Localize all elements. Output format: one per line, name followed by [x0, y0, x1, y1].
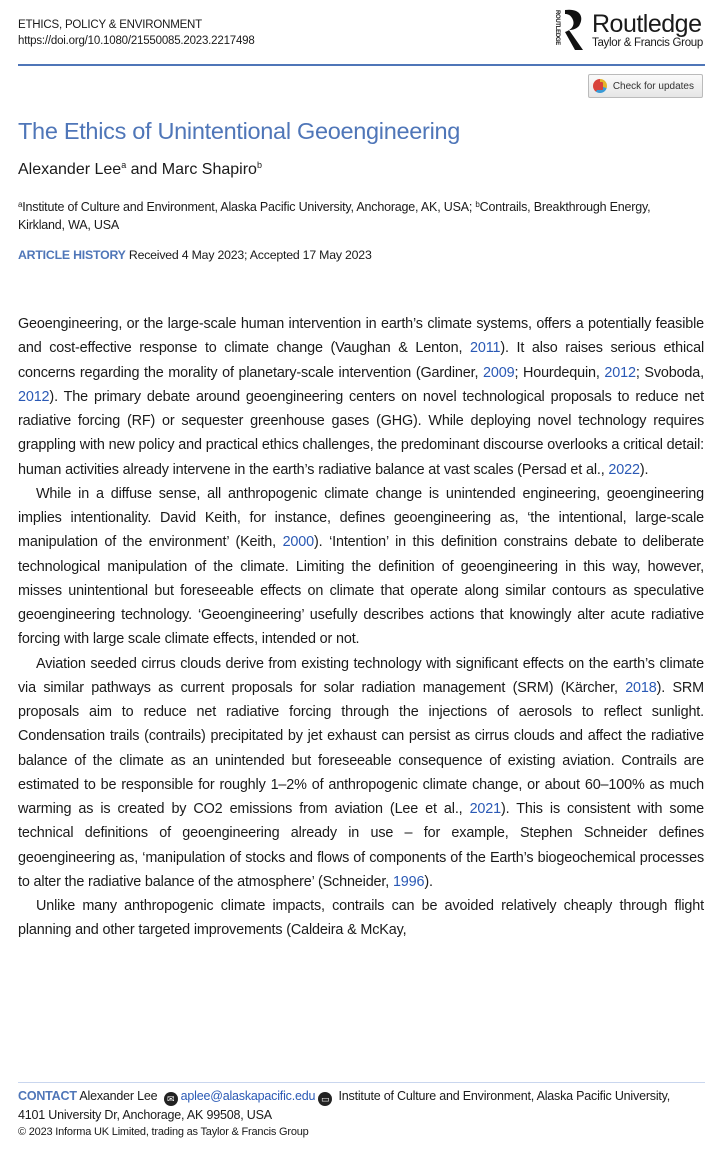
contact-info: [18, 1087, 698, 1124]
citation-link[interactable]: 1996: [392, 873, 425, 890]
citation-link[interactable]: 2000: [282, 534, 314, 551]
citation-link[interactable]: 2012: [18, 388, 50, 405]
footer-divider: [18, 1082, 705, 1083]
citation-link[interactable]: 2011: [469, 340, 501, 357]
contact-email-link[interactable]: aplee@alaskapacific.edu: [180, 1089, 316, 1103]
publisher-logo: [554, 8, 703, 52]
citation-link[interactable]: 2018: [625, 679, 657, 696]
affiliation: Contrails, Breakthrough Energy, Kirkland, WA, USA: [18, 200, 651, 232]
email-icon: ✉: [164, 1092, 178, 1106]
author-affil-sup: a: [121, 160, 127, 170]
contact-name: Alexander Lee: [76, 1089, 161, 1103]
crossmark-icon: [593, 79, 607, 93]
authors-joiner: and: [126, 161, 162, 178]
address-icon: ▭: [318, 1092, 332, 1106]
paragraph-text: ). It also raises serious ethical concerns regarding the morality of planetary-scale intervention (Gardiner,: [18, 340, 704, 381]
paragraph-text: While in a diffuse sense, all anthropogenic climate change is unintended engineering, geoengineering implies intentionality. David Keith, for instance, defines geoengineering as, ‘the intentional, large-scale manipulation of the environment’ (Keith,: [18, 485, 704, 551]
paragraph-text: ). SRM proposals aim to reduce net radiative forcing through the injections of aerosols to reflect sunlight. Condensation trails (contrails) precipitated by jet exhaust can persist as cirrus clouds and affect the radiative balance of the climate as an unintended but foreseeable consequence of existing aviation. Contrails are estimated to be responsible for roughly 1–2% of anthropogenic climate change, or about 60–100% as much warming as is created by CO2 emissions from aviation (Lee et al.,: [18, 679, 704, 817]
affiliation: Institute of Culture and Environment, Alaska Pacific University, Anchorage, AK, USA;: [22, 200, 476, 214]
paragraph-text: ). ‘Intention’ in this definition constrains debate to deliberate technological manipulation of the climate. Limiting the definition of geoengineering in this way, however, misses unintentional but foreseeable effects on climate that operate along similar contours as speculative geoengineering technology. ‘Geoengineering’ usefully describes actions that knowingly alter acute radiative forcing with large scale climate effects, intended or not.: [18, 534, 704, 648]
paragraph-text: ; Svoboda,: [635, 364, 704, 381]
paragraph-text: ). This is consistent with some technical definitions of geoengineering already in use – for example, Stephen Schneider defines geoengineering as, ‘manipulation of stocks and flows of components of the Earth’s biogeochemical processes to alter the radiative balance of the atmosphere’ (Schneider,: [18, 801, 704, 890]
check-for-updates-label: Check for updates: [612, 80, 694, 92]
journal-header: [18, 17, 255, 49]
article-history: [18, 248, 372, 262]
paragraph-text: ).: [424, 873, 433, 890]
contact-address: Institute of Culture and Environment, Alaska Pacific University, 4101 University Dr, Anchorage, AK 99508, USA: [18, 1089, 671, 1122]
publisher-name: Routledge: [592, 10, 702, 38]
author-name: Marc Shapiro: [161, 161, 257, 178]
body-paragraph: [18, 652, 704, 895]
citation-link[interactable]: 2021: [469, 801, 501, 817]
paragraph-text: ; Hourdequin,: [514, 364, 605, 381]
doi-link[interactable]: https://doi.org/10.1080/21550085.2023.2217498: [18, 35, 255, 47]
paragraph-text: ).: [639, 461, 649, 478]
citation-link[interactable]: 2009: [483, 364, 515, 381]
affiliations: [18, 196, 678, 234]
article-body: [18, 312, 704, 943]
routledge-logo-icon: ROUTLEDGE: [554, 8, 588, 52]
check-for-updates-button[interactable]: [588, 74, 703, 98]
paragraph-text: ). The primary debate around geoengineering centers on novel technological proposals to reduce net radiative forcing (RF) or sequester greenhouse gases (GHG). While deploying novel technology requires grappling with new policy and practical ethics challenges, the predominant discourse overlooks a critical detail: human activities already intervene in the earth’s radiative balance at vast scales (Persad et al.,: [18, 388, 704, 478]
body-paragraph: [18, 894, 704, 943]
article-history-label: ARTICLE HISTORY: [18, 248, 126, 262]
contact-label: CONTACT: [18, 1089, 77, 1103]
affil-sup: a: [18, 200, 23, 209]
journal-name: ETHICS, POLICY & ENVIRONMENT: [18, 19, 202, 31]
author-affil-sup: b: [256, 160, 262, 170]
paragraph-text: Aviation seeded cirrus clouds derive from existing technology with significant effects on the earth’s climate via similar pathways as current proposals for solar radiation management (SRM) (Kärcher,: [18, 655, 704, 696]
authors: [18, 160, 262, 179]
paragraph-text: Geoengineering, or the large-scale human intervention in earth’s climate systems, offers a potentially feasible and cost-effective response to climate change (Vaughan & Lenton,: [18, 316, 704, 357]
article-history-dates: Received 4 May 2023; Accepted 17 May 2023: [125, 248, 372, 262]
copyright: © 2023 Informa UK Limited, trading as Taylor & Francis Group: [18, 1126, 309, 1138]
publisher-group: Taylor & Francis Group: [592, 37, 703, 49]
article-title: The Ethics of Unintentional Geoengineering: [18, 118, 461, 144]
citation-link[interactable]: 2022: [608, 461, 640, 478]
body-paragraph: [18, 482, 704, 652]
author-name: Alexander Lee: [18, 161, 122, 178]
citation-link[interactable]: 2012: [604, 364, 636, 381]
header-divider: [18, 64, 705, 66]
body-paragraph: [18, 312, 704, 482]
affil-sup: b: [475, 200, 480, 209]
paragraph-text: Unlike many anthropogenic climate impacts, contrails can be avoided relatively cheaply through flight planning and other targeted improvements (Caldeira & McKay,: [18, 898, 704, 939]
